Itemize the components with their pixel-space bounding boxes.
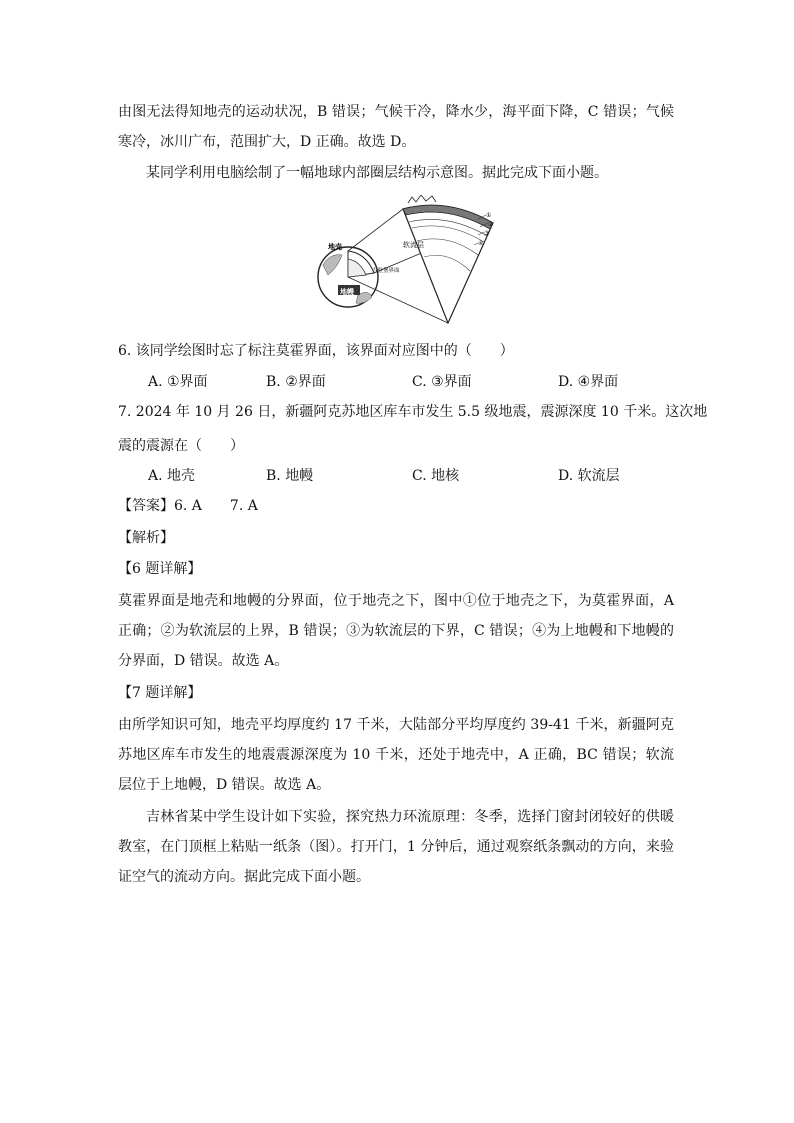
answer-items: 6. A 7. A xyxy=(174,498,258,514)
marker-3: ③ xyxy=(484,230,490,237)
question-7-stem-line2: 震的震源在（ ） xyxy=(118,438,244,454)
q6-analysis-title: 【6 题详解】 xyxy=(118,561,202,577)
question-7-option-b: B. 地幔 xyxy=(266,468,314,484)
question-7-option-d: D. 软流层 xyxy=(558,468,620,484)
earth-interior-diagram xyxy=(308,195,498,327)
marker-2: ② xyxy=(488,221,494,228)
paragraph-previous-answer: 由图无法得知地壳的运动状况，B 错误；气候干冷，降水少，海平面下降，C 错误；气候寒冷，冰川广布，范围扩大，D 正确。故选 D。 xyxy=(118,104,674,150)
q7-analysis-text: 由所学知识可知，地壳平均厚度约 17 千米，大陆部分平均厚度约 39-41 千米，新疆阿克苏地区库车市发生的地震震源深度为 10 千米，还处于地壳中，A 正确，BC 错误；软流层位于上地幔，D 错误。故选 A。 xyxy=(118,717,674,793)
question-7-option-c: C. 地核 xyxy=(412,468,460,484)
question-6-option-d: D. ④界面 xyxy=(558,374,619,390)
question-6-option-a: A. ①界面 xyxy=(148,374,208,390)
paragraph-next-section: 吉林省某中学生设计如下实验，探究热力环流原理：冬季，选择门窗封闭较好的供暖教室，在门顶框上粘贴一纸条（图）。打开门，1 分钟后，通过观察纸条飘动的方向，来验证空气的流动方向。据此完成下面小题。 xyxy=(118,809,674,885)
asthenosphere-label: 软流层 xyxy=(403,241,424,249)
answer-label: 【答案】 xyxy=(118,498,174,514)
question-6-stem: 6. 该同学绘图时忘了标注莫霍界面，该界面对应图中的（ ） xyxy=(118,343,514,359)
mountain-relief xyxy=(408,195,436,203)
paragraph-question-intro: 某同学利用电脑绘制了一幅地球内部圈层结构示意图。据此完成下面小题。 xyxy=(146,165,608,181)
marker-4: ④ xyxy=(478,240,484,247)
answer-line xyxy=(118,491,258,521)
q7-analysis-title: 【7 题详解】 xyxy=(118,685,202,701)
mantle-label: 地幔 xyxy=(340,288,354,296)
gutenberg-boundary-label: 古登堡界面 xyxy=(372,268,400,274)
question-6-option-b: B. ②界面 xyxy=(266,374,326,390)
question-7-stem-line1: 7. 2024 年 10 月 26 日，新疆阿克苏地区库车市发生 5.5 级地震，震源深度 10 千米。这次地 xyxy=(118,404,708,420)
crust-label: 地壳 xyxy=(328,243,342,251)
earth-structure-figure xyxy=(308,195,498,327)
analysis-label: 【解析】 xyxy=(118,530,174,546)
marker-1: ① xyxy=(486,212,492,219)
q6-analysis-text: 莫霍界面是地壳和地幔的分界面，位于地壳之下，图中①位于地壳之下，为莫霍界面，A 正确；②为软流层的上界，B 错误；③为软流层的下界，C 错误；④为上地幔和下地幔的分界面，D 错误。故选 A。 xyxy=(118,593,674,669)
question-7-option-a: A. 地壳 xyxy=(148,468,196,484)
question-6-option-c: C. ③界面 xyxy=(412,374,472,390)
